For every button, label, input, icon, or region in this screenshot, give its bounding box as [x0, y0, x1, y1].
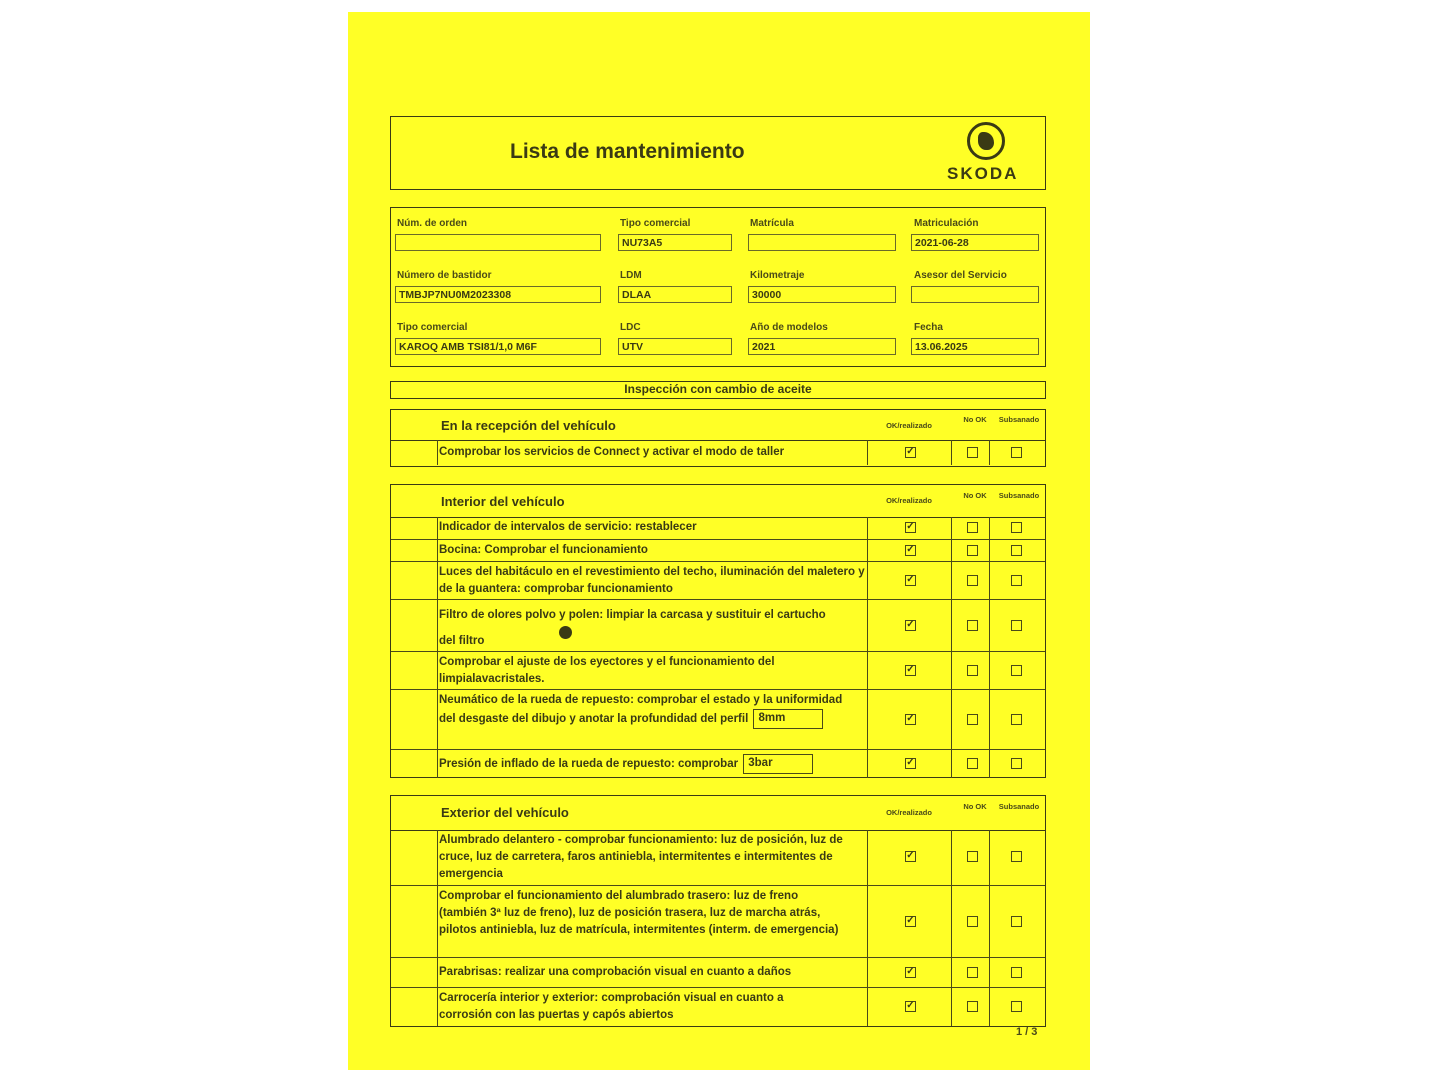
field-label: Matriculación: [914, 218, 979, 229]
column-no-ok: No OK: [963, 415, 987, 424]
ok-checkbox[interactable]: ✓: [906, 544, 915, 555]
ok-checkbox[interactable]: ✓: [906, 966, 915, 977]
checklist-row: [391, 517, 1045, 539]
no-ok-checkbox[interactable]: [967, 714, 978, 725]
subsanado-checkbox[interactable]: [1011, 575, 1022, 586]
checklist-row: [391, 539, 1045, 562]
subsanado-checkbox[interactable]: [1011, 1001, 1022, 1012]
ok-checkbox[interactable]: ✓: [906, 446, 915, 457]
checklist-row: [391, 957, 1045, 988]
tread-depth-field[interactable]: 8mm: [753, 709, 823, 729]
checklist-item-text: Comprobar los servicios de Connect y activar el modo de taller: [439, 446, 785, 458]
column-subsanado: Subsanado: [998, 415, 1040, 424]
field-value: [911, 286, 1039, 303]
field-value: UTV: [618, 338, 732, 355]
field-value: 30000: [748, 286, 896, 303]
no-ok-checkbox[interactable]: [967, 575, 978, 586]
item-label: Neumático de la rueda de repuesto: comprobar el estado y la uniformidad del desgaste del dibujo y anotar la profundidad del perfil: [439, 694, 843, 726]
section-title: En la recepción del vehículo: [441, 418, 616, 433]
checklist-row: [391, 689, 1045, 750]
field-value: DLAA: [618, 286, 732, 303]
checklist-item-text: Comprobar el ajuste de los eyectores y el funcionamiento del limpialavacristales.: [439, 656, 775, 685]
checklist-row: [391, 440, 1045, 465]
ok-checkbox[interactable]: ✓: [906, 713, 915, 724]
no-ok-checkbox[interactable]: [967, 967, 978, 978]
no-ok-checkbox[interactable]: [967, 916, 978, 927]
column-subsanado: Subsanado: [998, 802, 1040, 811]
checklist-item-text: Indicador de intervalos de servicio: restablecer: [439, 521, 697, 533]
section-header: [391, 410, 1045, 441]
subsanado-checkbox[interactable]: [1011, 851, 1022, 862]
subsanado-checkbox[interactable]: [1011, 545, 1022, 556]
field-label: Tipo comercial: [620, 218, 691, 229]
no-ok-checkbox[interactable]: [967, 758, 978, 769]
section-header: [391, 485, 1045, 518]
section-exterior: [390, 795, 1046, 1027]
checklist-item-text: Filtro de olores polvo y polen: limpiar la carcasa y sustituir el cartucho del filtro: [439, 609, 826, 647]
checklist-item-text: [439, 754, 869, 774]
no-ok-checkbox[interactable]: [967, 620, 978, 631]
no-ok-checkbox[interactable]: [967, 522, 978, 533]
brand-name: SKODA: [947, 164, 1019, 183]
field-value: KAROQ AMB TSI81/1,0 M6F: [395, 338, 601, 355]
ok-checkbox[interactable]: ✓: [906, 1000, 915, 1011]
checklist-item-text: Carrocería interior y exterior: comprobación visual en cuanto a corrosión con las puertas y capós abiertos: [439, 992, 784, 1021]
checklist-row: [391, 885, 1045, 958]
no-ok-checkbox[interactable]: [967, 851, 978, 862]
ok-checkbox[interactable]: ✓: [906, 757, 915, 768]
subsanado-checkbox[interactable]: [1011, 665, 1022, 676]
page-title: Lista de mantenimiento: [510, 140, 745, 163]
checklist-row: [391, 987, 1045, 1026]
tyre-pressure-field[interactable]: 3bar: [743, 754, 813, 774]
ok-checkbox[interactable]: ✓: [906, 664, 915, 675]
field-value: 2021-06-28: [911, 234, 1039, 251]
field-value: TMBJP7NU0M2023308: [395, 286, 601, 303]
section-header: [391, 796, 1045, 831]
field-label: Asesor del Servicio: [914, 270, 1007, 281]
checklist-row: [391, 651, 1045, 690]
checklist-item-text: Luces del habitáculo en el revestimiento del techo, iluminación del maletero y de la guantera: comprobar funcionamiento: [439, 566, 865, 595]
ink-mark: [559, 626, 572, 639]
column-subsanado: Subsanado: [998, 491, 1040, 500]
field-label: Fecha: [914, 322, 943, 333]
field-label: LDM: [620, 270, 642, 281]
item-label: Presión de inflado de la rueda de repuesto: comprobar: [439, 758, 739, 771]
field-value: [395, 234, 601, 251]
field-value: [748, 234, 896, 251]
subsanado-checkbox[interactable]: [1011, 620, 1022, 631]
column-ok: OK/realizado: [886, 808, 932, 817]
field-label: Año de modelos: [750, 322, 828, 333]
column-ok: OK/realizado: [886, 421, 932, 430]
checklist-row: [391, 830, 1045, 885]
subsanado-checkbox[interactable]: [1011, 967, 1022, 978]
subsanado-checkbox[interactable]: [1011, 916, 1022, 927]
subsanado-checkbox[interactable]: [1011, 522, 1022, 533]
column-no-ok: No OK: [963, 802, 987, 811]
document-page: [348, 12, 1090, 1070]
field-label: Tipo comercial: [397, 322, 468, 333]
checklist-item-text: Alumbrado delantero - comprobar funcionamiento: luz de posición, luz de cruce, luz de carretera, faros antiniebla, intermitentes e intermitentes de emergencia: [439, 834, 843, 880]
checklist-row: [391, 749, 1045, 778]
checklist-item-text: Bocina: Comprobar el funcionamiento: [439, 544, 648, 556]
field-label: Número de bastidor: [397, 270, 492, 281]
section-reception: [390, 409, 1046, 467]
no-ok-checkbox[interactable]: [967, 1001, 978, 1012]
subsanado-checkbox[interactable]: [1011, 714, 1022, 725]
checklist-item-text: Comprobar el funcionamiento del alumbrado trasero: luz de freno (también 3ª luz de freno), luz de posición trasera, luz de marcha atrás, pilotos antiniebla, luz de matrícula, intermitentes (interm. de emergencia): [439, 890, 839, 936]
subsanado-checkbox[interactable]: [1011, 758, 1022, 769]
subsanado-checkbox[interactable]: [1011, 447, 1022, 458]
column-ok: OK/realizado: [886, 496, 932, 505]
ok-checkbox[interactable]: ✓: [906, 915, 915, 926]
section-title: Exterior del vehículo: [441, 805, 569, 820]
field-value: 13.06.2025: [911, 338, 1039, 355]
ok-checkbox[interactable]: ✓: [906, 850, 915, 861]
field-label: Núm. de orden: [397, 218, 468, 229]
checklist-row: [391, 599, 1045, 652]
ok-checkbox[interactable]: ✓: [906, 619, 915, 630]
checklist-item-text: [439, 692, 849, 729]
checklist-item-text: Parabrisas: realizar una comprobación visual en cuanto a daños: [439, 966, 792, 978]
field-label: LDC: [620, 322, 641, 333]
skoda-logo-icon: [967, 122, 1005, 160]
no-ok-checkbox[interactable]: [967, 665, 978, 676]
field-value: 2021: [748, 338, 896, 355]
checklist-row: [391, 561, 1045, 600]
page-number: 1 / 3: [1016, 1026, 1038, 1038]
section-interior: [390, 484, 1046, 778]
no-ok-checkbox[interactable]: [967, 545, 978, 556]
field-label: Matrícula: [750, 218, 794, 229]
section-title: Interior del vehículo: [441, 494, 565, 509]
field-label: Kilometraje: [750, 270, 805, 281]
no-ok-checkbox[interactable]: [967, 447, 978, 458]
field-value: NU73A5: [618, 234, 732, 251]
inspection-banner: Inspección con cambio de aceite: [390, 381, 1046, 399]
column-no-ok: No OK: [963, 491, 987, 500]
ok-checkbox[interactable]: ✓: [906, 574, 915, 585]
ok-checkbox[interactable]: ✓: [906, 521, 915, 532]
